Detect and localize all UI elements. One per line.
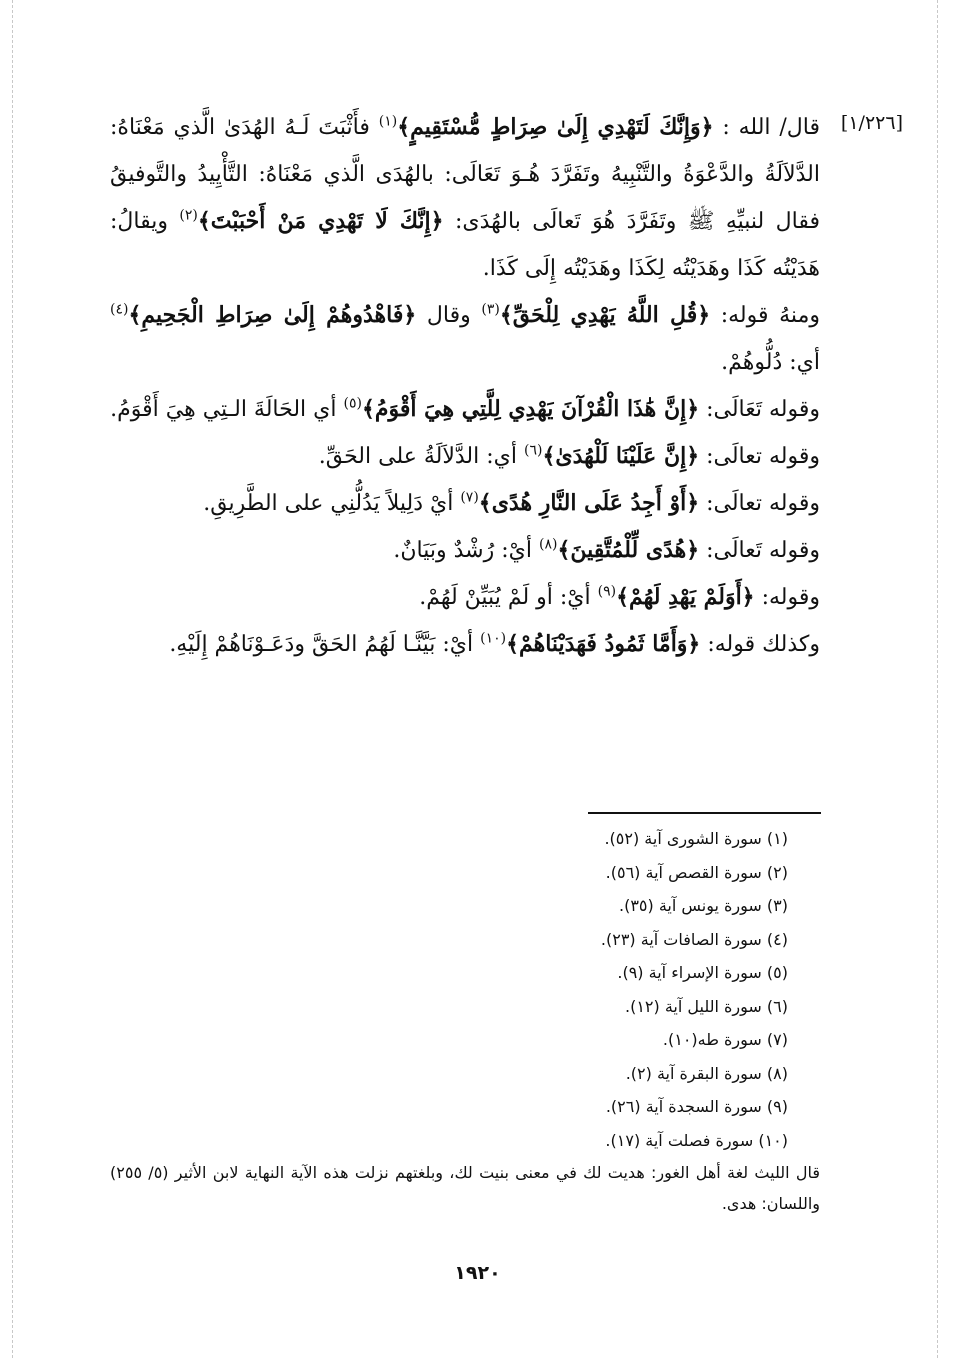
quran-verse: ﴿أَوَلَمْ يَهْدِ لَهُمْ﴾ bbox=[616, 584, 755, 610]
text-segment: أيْ دَلِيلاً يَدُلُّنِي على الطَّرِيقِ. bbox=[203, 491, 461, 516]
footnote: (٢) سورة القصص آية (٥٦). bbox=[605, 862, 788, 882]
quran-verse: ﴿إِنَّ عَلَيْنَا لَلْهُدَىٰ﴾ bbox=[542, 443, 700, 469]
text-segment: أي: دُلُّوهُمْ. bbox=[721, 350, 820, 375]
footnote-marker: (١) bbox=[378, 113, 398, 130]
paragraph bbox=[110, 104, 820, 292]
quran-verse: ﴿هُدًى لِّلْمُتَّقِينَ﴾ bbox=[557, 537, 700, 563]
page-number: ١٩٢٠ bbox=[454, 1262, 501, 1284]
footnote-separator bbox=[588, 812, 821, 814]
footnote-marker: (٩) bbox=[597, 583, 617, 600]
footnote-marker: (٨) bbox=[538, 536, 558, 553]
quran-verse: ﴿إِنَّكَ لَا تَهْدِي مَنْ أَحْبَبْتَ﴾ bbox=[197, 208, 444, 234]
paragraph bbox=[110, 386, 820, 433]
paragraph bbox=[110, 292, 820, 386]
footnote: (٣) سورة يونس آية (٣٥). bbox=[618, 896, 788, 915]
text-segment: وكذلك قوله: bbox=[700, 632, 820, 657]
footnote-note: قال الليث لغة أهل الغور: هديت لك في معنى بنيت لك، وبلغتهم نزلت هذه الآية النهاية لابن الأثير (٥/ ٢٥٥) واللسان: هدى. bbox=[110, 1163, 820, 1213]
text-segment: ومنهُ قوله: bbox=[710, 303, 820, 328]
footnote: (٩) سورة السجدة آية (٢٦). bbox=[605, 1097, 788, 1116]
paragraph bbox=[110, 527, 820, 574]
footnote: (١) سورة الشورى آية (٥٢). bbox=[604, 829, 788, 848]
footnote-marker: (٥) bbox=[343, 395, 362, 412]
footnote-marker: (٧) bbox=[460, 489, 479, 506]
footnote: (٦) سورة الليل آية (١٢). bbox=[624, 996, 788, 1016]
quran-verse: ﴿فَاهْدُوهُمْ إِلَىٰ صِرَاطِ الْجَحِيمِ﴾ bbox=[128, 302, 417, 328]
quran-verse: ﴿إِنَّ هَٰذَا الْقُرْآنَ يَهْدِي لِلَّتِي هِيَ أَقْوَمُ﴾ bbox=[361, 396, 700, 422]
paragraph bbox=[110, 480, 820, 527]
quran-verse: ﴿أَوْ أَجِدُ عَلَى النَّارِ هُدًى﴾ bbox=[478, 490, 700, 516]
text-segment: وقوله: bbox=[754, 585, 820, 610]
footnote-marker: (٢) bbox=[179, 207, 198, 224]
footnote: (٤) سورة الصافات آية (٢٣). bbox=[600, 929, 788, 949]
scan-edge-left bbox=[12, 0, 13, 1358]
paragraph bbox=[110, 621, 820, 668]
quran-verse: ﴿وَأَمَّا ثَمُودُ فَهَدَيْنَاهُمْ﴾ bbox=[506, 631, 701, 657]
text-segment: فأَثْبَتَ لَـهُ الهُدَىٰ الَّذي مَعْنَاهُ: الدَّلاَلَةُ والدَّعْوَةُ والتَّنْبِيهُ وتَفَرَّدَ هُـوَ تَعَالَى: بالهُدَى الَّذي مَعْنَاهُ: التَّأْيِيدُ والتَّوفيقُ فقال لنبيِّهِ ﷺ وتَفَرَّدَ هُوَ تَعالَى بالهُدَى: bbox=[110, 115, 821, 234]
footnote: (٧) سورة طه(١٠). bbox=[662, 1030, 788, 1049]
text-segment: أي: الدَّلاَلَةُ على الحَقِّ. bbox=[318, 444, 524, 469]
footnote: (٨) سورة البقرة آية (٢). bbox=[625, 1063, 788, 1083]
footnote-marker: (٣) bbox=[481, 301, 500, 318]
text-segment: وقوله تَعَالَى: bbox=[699, 397, 820, 422]
text-segment: أيْ: بَيَّنَّـا لَهُمُ الحَقَّ ودَعَـوْنَاهُمْ إِلَيْهِ. bbox=[169, 632, 481, 657]
footnote: (٥) سورة الإسراء آية (٩). bbox=[617, 963, 788, 982]
text-segment: وقوله تعالَى: bbox=[699, 491, 820, 516]
text-segment: أيْ: رُشْدٌ وبَيَانٌ. bbox=[393, 538, 539, 563]
text-segment: وقوله تَعالَى: bbox=[699, 538, 820, 563]
footnotes bbox=[110, 822, 820, 1219]
footnote-marker: (٦) bbox=[523, 442, 543, 459]
scan-edge-right bbox=[937, 0, 938, 1358]
text-segment: وقال bbox=[416, 303, 482, 328]
footnote-marker: (١٠) bbox=[480, 630, 507, 647]
footnote-marker: (٤) bbox=[110, 301, 129, 318]
paragraph bbox=[110, 574, 820, 621]
text-segment: أيْ: أو لَمْ يُبَيِّنْ لَهُمْ. bbox=[419, 585, 598, 610]
quran-verse: ﴿قُلِ اللَّهُ يَهْدِي لِلْحَقِّ﴾ bbox=[499, 302, 711, 328]
text-segment: أي الحَالَةَ الـتِي هِيَ أَقْوَمُ. bbox=[110, 397, 344, 422]
main-text bbox=[110, 104, 820, 668]
folio-reference: [١/٢٢٦] bbox=[840, 112, 903, 134]
paragraph bbox=[110, 433, 820, 480]
text-segment: وقوله تعالَى: bbox=[699, 444, 820, 469]
footnote: (١٠) سورة فصلت آية (١٧). bbox=[605, 1130, 788, 1150]
quran-verse: ﴿وَإِنَّكَ لَتَهْدِي إِلَىٰ صِرَاطٍ مُّسْتَقِيمٍ﴾ bbox=[397, 114, 714, 140]
text-segment: ويقالُ: هَدَيْتُه كَذَا وهَدَيْتُه لِكَذَا وهَدَيْتُه إِلَى كَذَا. bbox=[110, 209, 820, 281]
text-segment: قال/ الله : bbox=[713, 115, 820, 140]
